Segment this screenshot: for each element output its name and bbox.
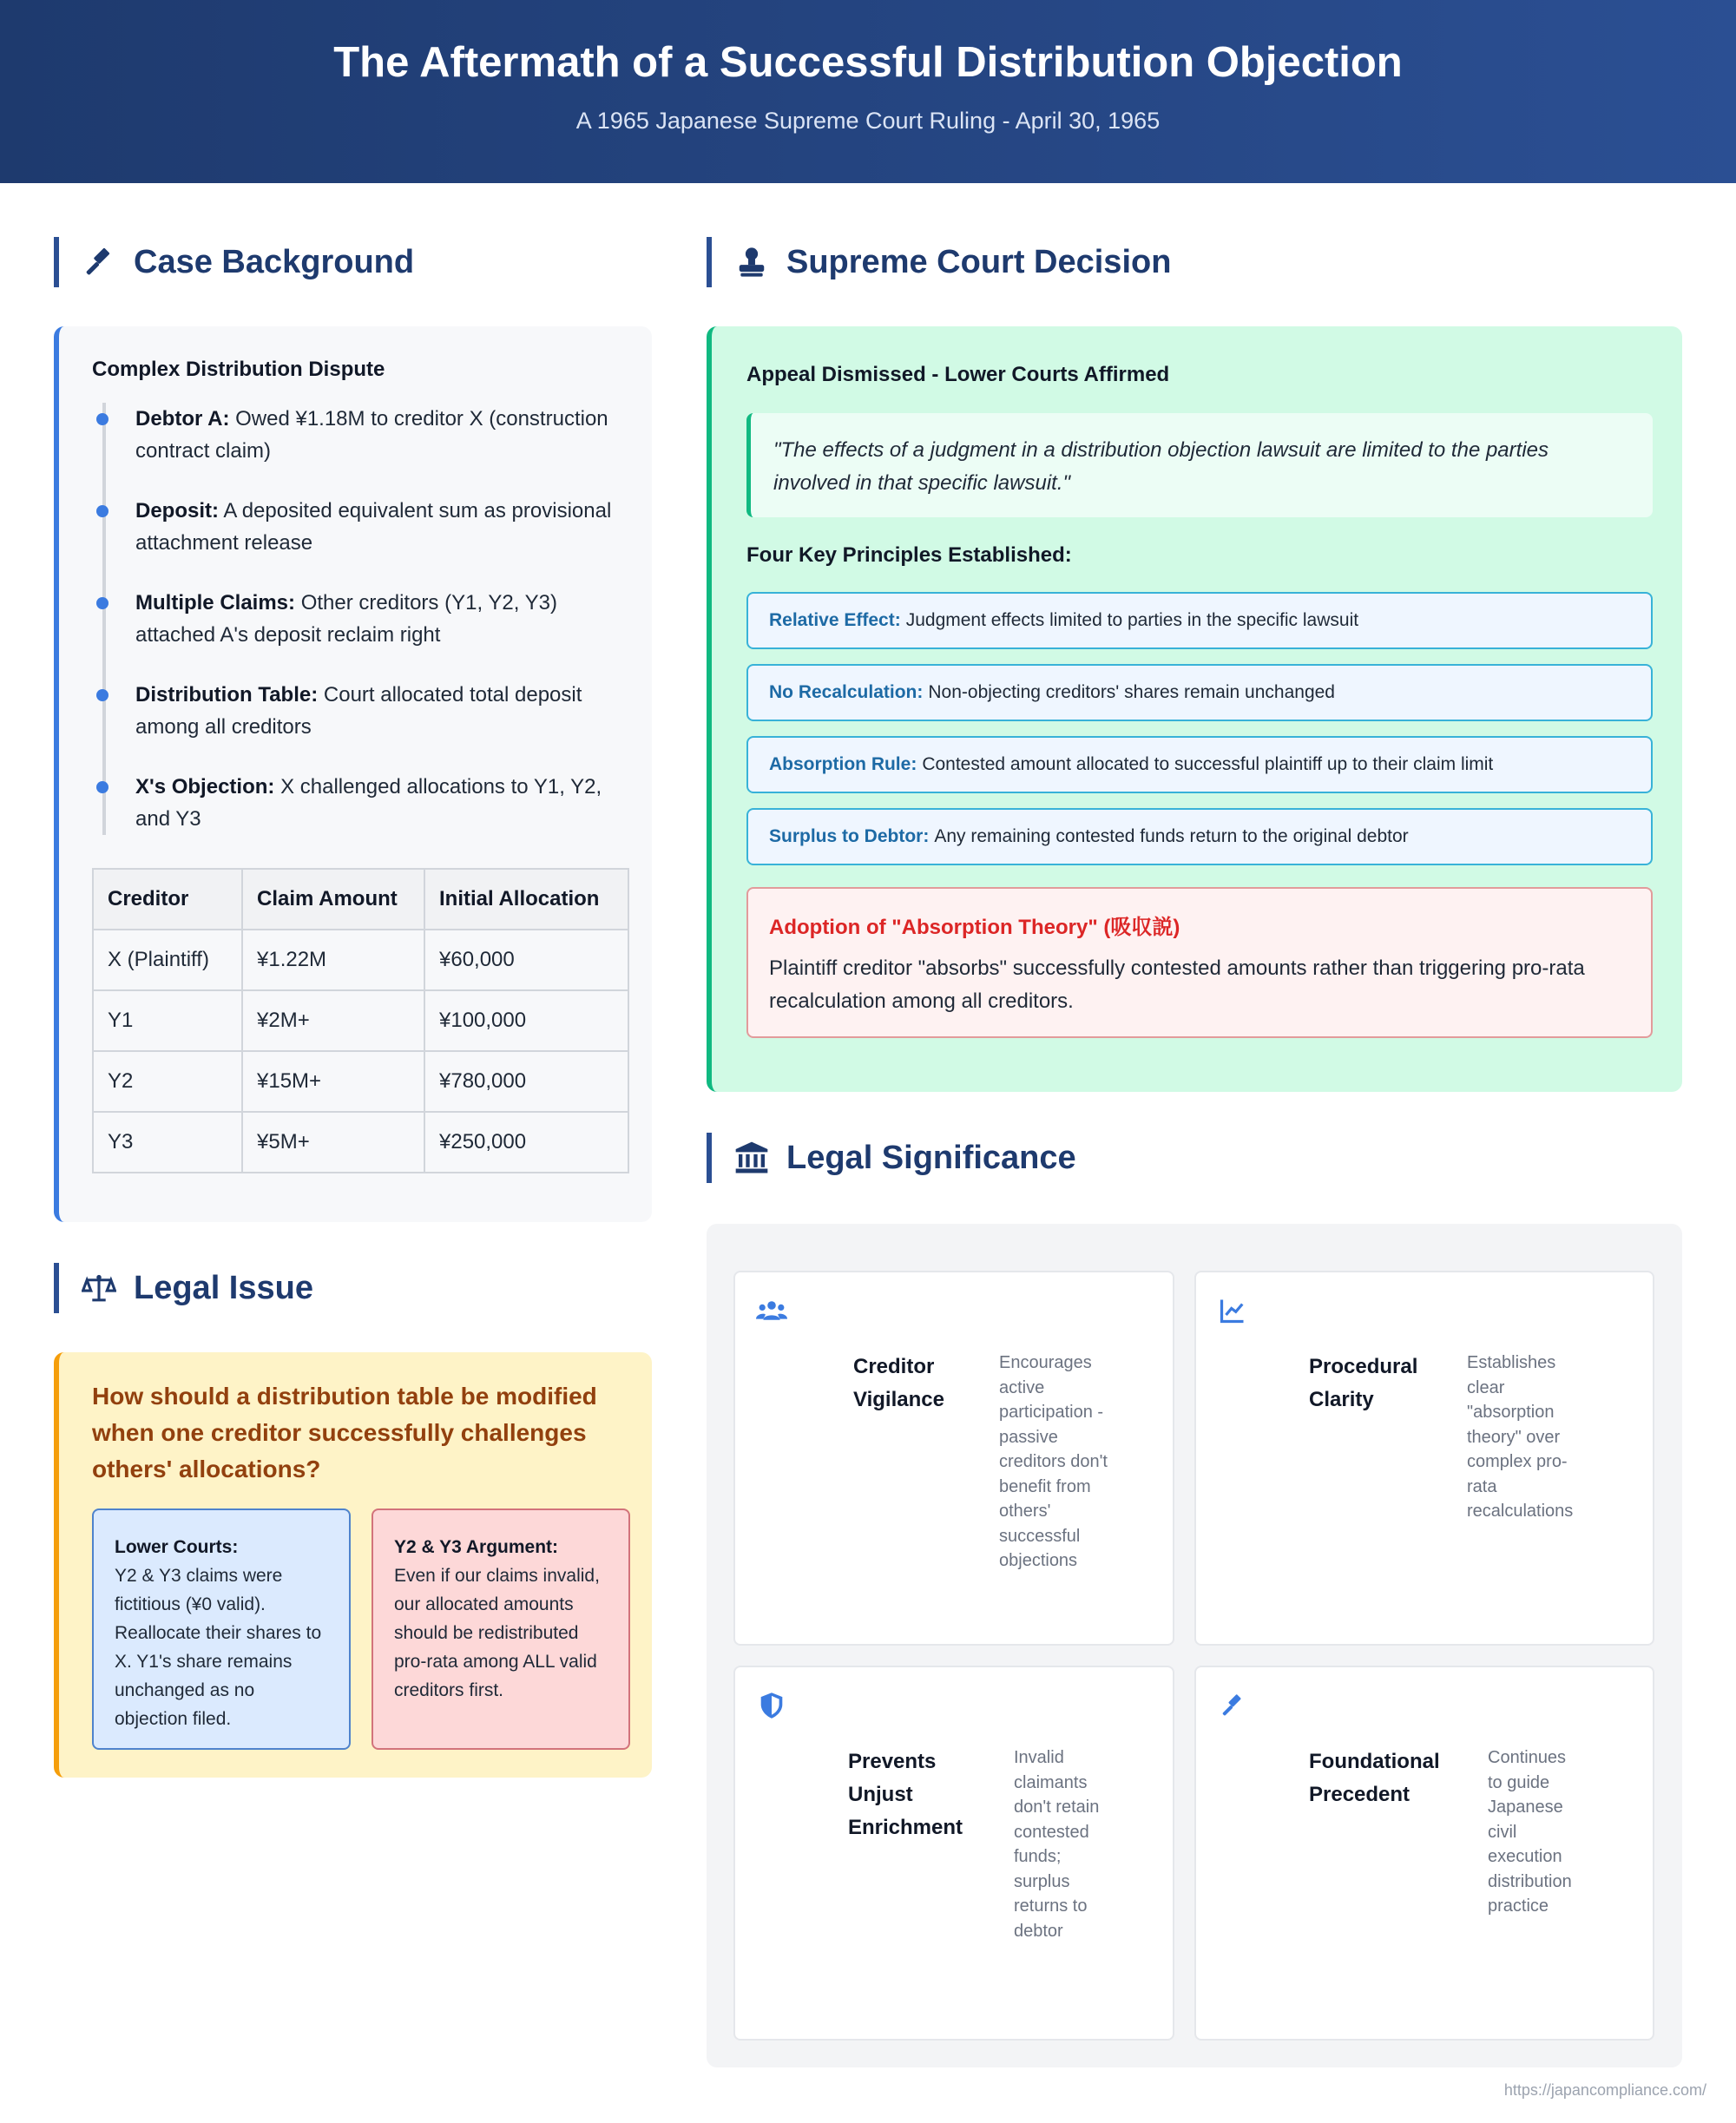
page-header [0, 0, 1736, 183]
absorption-theory-box [746, 887, 1653, 1038]
legal-issue-title: Legal Issue [134, 1269, 313, 1306]
lower-courts-label: Lower Courts: [115, 1537, 239, 1557]
gavel-icon [82, 245, 116, 279]
table-row [93, 1051, 628, 1112]
timeline-item: Deposit: A deposited equivalent sum as provisional attachment release [106, 495, 632, 559]
allocation-table [92, 868, 629, 1173]
footer-url: https://japancompliance.com/ [1503, 2081, 1706, 2099]
table-row [93, 990, 628, 1051]
significance-description: Encourages active participation - passive creditors don't benefit from others' successful objections [999, 1353, 1108, 1570]
legal-significance-title: Legal Significance [786, 1139, 1076, 1176]
column-header: Initial Allocation [424, 869, 628, 930]
absorption-title: Adoption of "Absorption Theory" (吸収説) [769, 916, 1180, 939]
table-cell: X (Plaintiff) [93, 930, 242, 990]
significance-title: Procedural Clarity [1309, 1355, 1418, 1411]
table-row [93, 1112, 628, 1173]
users-icon [756, 1295, 787, 1326]
legal-issue-card [54, 1352, 652, 1778]
significance-card [733, 1271, 1174, 1646]
table-cell: ¥780,000 [424, 1051, 628, 1112]
table-cell: ¥15M+ [242, 1051, 424, 1112]
significance-card [1194, 1666, 1654, 2041]
case-background-title: Case Background [134, 243, 415, 280]
table-row [93, 930, 628, 990]
timeline-item: X's Objection: X challenged allocations to Y1, Y2, and Y3 [106, 771, 632, 835]
supreme-court-title: Supreme Court Decision [786, 243, 1172, 280]
significance-description: Continues to guide Japanese civil execution distribution practice [1488, 1748, 1572, 1916]
legal-issue-heading [54, 1263, 313, 1313]
supreme-court-card [707, 326, 1682, 1092]
table-cell: ¥250,000 [424, 1112, 628, 1173]
principle-item: Surplus to Debtor: Any remaining contested funds return to the original debtor [746, 808, 1653, 865]
timeline-item: Distribution Table: Court allocated total deposit among all creditors [106, 679, 632, 743]
timeline-dot [96, 781, 108, 793]
gavel-icon [1217, 1690, 1248, 1721]
page-subtitle: A 1965 Japanese Supreme Court Ruling - April 30, 1965 [575, 108, 1161, 134]
significance-card [1194, 1271, 1654, 1646]
table-cell: ¥100,000 [424, 990, 628, 1051]
legal-question: How should a distribution table be modified when one creditor successfully challenges others' allocations? [92, 1383, 597, 1482]
legal-significance-heading [707, 1133, 1076, 1183]
significance-title: Prevents Unjust Enrichment [848, 1750, 963, 1839]
stamp-icon [734, 245, 769, 279]
significance-card [733, 1666, 1174, 2041]
table-cell: ¥5M+ [242, 1112, 424, 1173]
principle-item: Absorption Rule: Contested amount allocated to successful plaintiff up to their claim limit [746, 736, 1653, 793]
table-cell: ¥2M+ [242, 990, 424, 1051]
scales-icon [82, 1271, 116, 1305]
case-timeline [102, 403, 632, 835]
significance-title: Foundational Precedent [1309, 1750, 1440, 1806]
decision-quote: "The effects of a judgment in a distribution objection lawsuit are limited to the parties involved in that specific lawsuit." [746, 413, 1653, 517]
table-cell: Y2 [93, 1051, 242, 1112]
decision-lead: Appeal Dismissed - Lower Courts Affirmed [746, 363, 1170, 386]
y-argument-label: Y2 & Y3 Argument: [394, 1537, 559, 1557]
table-cell: ¥60,000 [424, 930, 628, 990]
dispute-heading: Complex Distribution Dispute [92, 358, 385, 381]
shield-icon [756, 1690, 787, 1721]
legal-significance-panel [707, 1224, 1682, 2067]
principle-item: No Recalculation: Non-objecting creditors' shares remain unchanged [746, 664, 1653, 721]
column-header: Claim Amount [242, 869, 424, 930]
table-header-row [93, 869, 628, 930]
timeline-dot [96, 505, 108, 517]
timeline-item: Multiple Claims: Other creditors (Y1, Y2, Y3) attached A's deposit reclaim right [106, 587, 632, 651]
table-cell: Y1 [93, 990, 242, 1051]
y-argument-text: Even if our claims invalid, our allocated amounts should be redistributed pro-rata among ALL valid creditors first. [394, 1566, 600, 1700]
timeline-dot [96, 597, 108, 609]
significance-title: Creditor Vigilance [853, 1355, 944, 1411]
page-title: The Aftermath of a Successful Distribution Objection [333, 39, 1403, 86]
courthouse-icon [734, 1140, 769, 1175]
absorption-text: Plaintiff creditor "absorbs" successfully contested amounts rather than triggering pro-rata recalculation among all creditors. [769, 956, 1585, 1013]
chart-line-icon [1217, 1295, 1248, 1326]
table-cell: Y3 [93, 1112, 242, 1173]
y-argument-box [372, 1508, 630, 1750]
case-background-card [54, 326, 652, 1222]
case-background-heading [54, 237, 414, 287]
significance-description: Establishes clear "absorption theory" over complex pro-rata recalculations [1467, 1353, 1574, 1521]
timeline-dot [96, 413, 108, 425]
column-header: Creditor [93, 869, 242, 930]
timeline-item: Debtor A: Owed ¥1.18M to creditor X (construction contract claim) [106, 403, 632, 467]
principles-heading: Four Key Principles Established: [746, 543, 1072, 567]
principle-item: Relative Effect: Judgment effects limited to parties in the specific lawsuit [746, 592, 1653, 649]
table-cell: ¥1.22M [242, 930, 424, 990]
timeline-dot [96, 689, 108, 701]
lower-courts-text: Y2 & Y3 claims were fictitious (¥0 valid). Reallocate their shares to X. Y1's share remains unchanged as no objection filed. [115, 1566, 322, 1729]
lower-courts-box [92, 1508, 351, 1750]
significance-description: Invalid claimants don't retain contested funds; surplus returns to debtor [1014, 1748, 1100, 1941]
supreme-court-heading [707, 237, 1171, 287]
